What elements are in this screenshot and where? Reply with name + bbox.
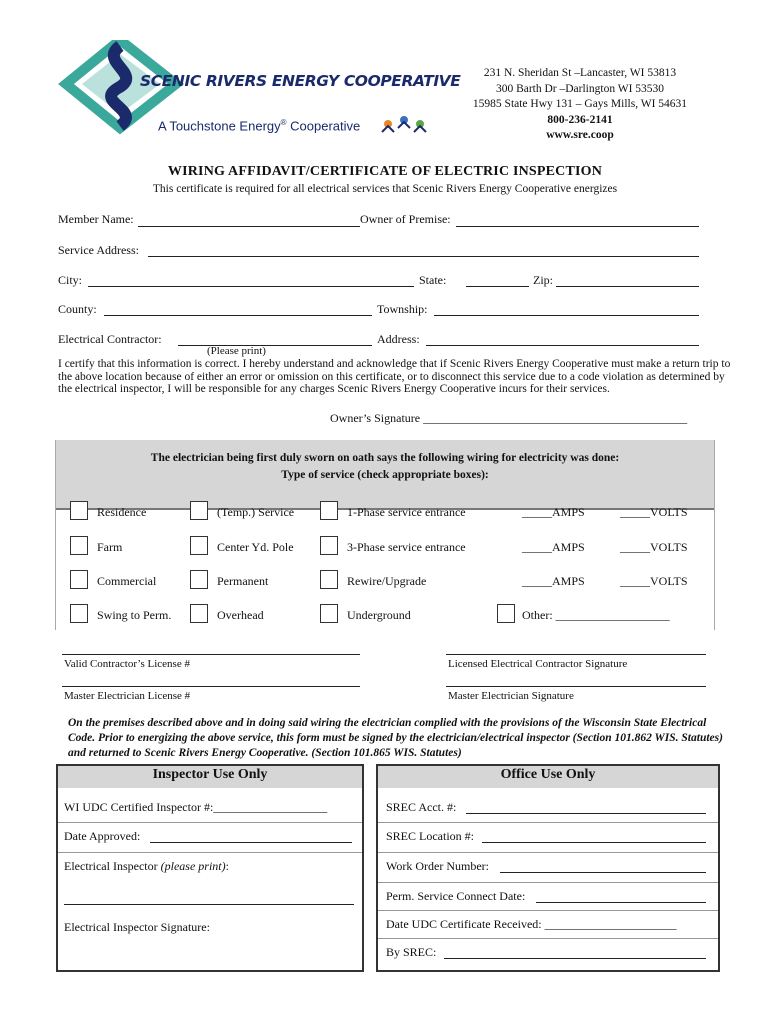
one-phase-checkbox[interactable] <box>320 501 338 520</box>
perm-service-connect-field[interactable] <box>536 902 706 903</box>
state-label: State: <box>419 273 447 287</box>
logo-tagline-end: Cooperative <box>290 118 361 134</box>
permanent-checkbox[interactable] <box>190 570 208 589</box>
by-srec-label: By SREC: <box>386 945 437 959</box>
rewire-amps-field[interactable]: _____AMPS <box>522 574 585 588</box>
master-electrician-signature-label: Master Electrician Signature <box>448 690 574 702</box>
zip-field[interactable] <box>556 286 699 287</box>
office-use-heading: Office Use Only <box>378 766 718 788</box>
inspector-use-heading: Inspector Use Only <box>58 766 362 788</box>
perm-service-connect-label: Perm. Service Connect Date: <box>386 889 526 903</box>
service-section-right-rule <box>714 440 715 630</box>
service-address-field[interactable] <box>148 256 699 257</box>
address-block <box>440 66 720 144</box>
city-label: City: <box>58 273 83 287</box>
service-address-label: Service Address: <box>58 243 139 257</box>
three-phase-amps-field[interactable]: _____AMPS <box>522 540 585 554</box>
zip-label: Zip: <box>533 273 553 287</box>
commercial-checkbox[interactable] <box>70 570 88 589</box>
one-phase-amps-field[interactable]: _____AMPS <box>522 505 585 519</box>
service-section-left-rule <box>55 440 56 630</box>
center-yd-pole-checkbox[interactable] <box>190 536 208 555</box>
master-electrician-license-label: Master Electrician License # <box>64 690 191 702</box>
address-darlington: 300 Barth Dr –Darlington WI 53530 <box>495 82 665 95</box>
logo-tagline-reg: ® <box>280 118 287 127</box>
underground-checkbox[interactable] <box>320 604 338 623</box>
electrical-inspector-signature-label: Electrical Inspector Signature: <box>64 920 210 934</box>
electrical-inspector-label <box>64 859 229 874</box>
valid-contractor-license-field[interactable] <box>62 654 360 655</box>
contractor-address-field[interactable] <box>426 345 699 346</box>
srec-acct-label: SREC Acct. #: <box>386 800 457 814</box>
valid-contractor-license-label: Valid Contractor’s License # <box>64 658 190 670</box>
premises-compliance-note: On the premises described above and in doing said wiring the electrician complied with the provisions of the Wisconsin State Electrical Code. Prior to energizing the above service, this form must be signed by the electrician/electrical inspector (Section 101.862 WIS. Statutes) and returned to Scenic Rivers Energy Cooperative. (Section 101.865 WIS. Statutes) <box>68 717 723 759</box>
work-order-field[interactable] <box>500 872 706 873</box>
document-title: WIRING AFFIDAVIT/CERTIFICATE OF ELECTRIC INSPECTION <box>167 164 603 179</box>
logo-tagline-start: A Touchstone Energy <box>158 118 281 134</box>
electrical-inspector-name-field[interactable] <box>64 904 354 905</box>
please-print-note: (Please print) <box>207 345 266 357</box>
one-phase-label: 1-Phase service entrance <box>347 505 466 519</box>
address-lancaster: 231 N. Sheridan St –Lancaster, WI 53813 <box>483 67 677 79</box>
county-label: County: <box>58 302 97 316</box>
owner-of-premise-label: Owner of Premise: <box>360 212 451 226</box>
rewire-upgrade-checkbox[interactable] <box>320 570 338 589</box>
sworn-statement-banner <box>55 440 715 510</box>
residence-checkbox[interactable] <box>70 501 88 520</box>
phone-number: 800-236-2141 <box>547 113 613 126</box>
office-use-panel <box>376 764 720 972</box>
swing-to-perm-label: Swing to Perm. <box>97 608 172 622</box>
date-approved-label: Date Approved: <box>64 829 141 843</box>
by-srec-field[interactable] <box>444 958 706 959</box>
three-phase-volts-field[interactable]: _____VOLTS <box>620 540 688 554</box>
electrical-inspector-print-note: (please print) <box>160 859 226 873</box>
electrical-contractor-label: Electrical Contractor: <box>58 332 162 346</box>
document-subtitle: This certificate is required for all electrical services that Scenic Rivers Energy Cooperative energizes <box>152 183 618 195</box>
one-phase-volts-field[interactable]: _____VOLTS <box>620 505 688 519</box>
logo-brand-text: SCENIC RIVERS ENERGY COOPERATIVE <box>140 72 461 90</box>
county-field[interactable] <box>104 315 372 316</box>
township-label: Township: <box>377 302 428 316</box>
rewire-volts-field[interactable]: _____VOLTS <box>620 574 688 588</box>
farm-checkbox[interactable] <box>70 536 88 555</box>
inspector-use-panel <box>56 764 364 972</box>
date-approved-field[interactable] <box>150 842 352 843</box>
rewire-upgrade-label: Rewire/Upgrade <box>347 574 427 588</box>
srec-logo <box>58 40 461 150</box>
overhead-label: Overhead <box>217 608 264 622</box>
township-field[interactable] <box>434 315 699 316</box>
licensed-contractor-signature-label: Licensed Electrical Contractor Signature <box>448 658 628 670</box>
srec-location-label: SREC Location #: <box>386 829 474 843</box>
work-order-label: Work Order Number: <box>386 859 490 873</box>
type-of-service-heading: Type of service (check appropriate boxes): <box>281 469 489 481</box>
master-electrician-license-field[interactable] <box>62 686 360 687</box>
master-electrician-signature-field[interactable] <box>446 686 706 687</box>
overhead-checkbox[interactable] <box>190 604 208 623</box>
owner-of-premise-field[interactable] <box>456 226 699 227</box>
srec-acct-field[interactable] <box>466 813 706 814</box>
contractor-address-label: Address: <box>377 332 420 346</box>
certification-text: I certify that this information is correct. I hereby understand and acknowledge that if Scenic Rivers Energy Cooperative must make a return trip to the above location because of either an error or omission on this certificate, or to disconnect this service due to a code violation as determined by the electrical inspector, I will be responsible for any charges Scenic Rivers Energy Cooperative incurs for their services. <box>58 358 731 395</box>
website: www.sre.coop <box>546 129 614 141</box>
electrical-inspector-text: Electrical Inspector <box>64 859 158 873</box>
udc-certificate-received-field[interactable]: Date UDC Certificate Received: ______________________ <box>386 917 677 931</box>
farm-label: Farm <box>97 540 123 554</box>
member-name-field[interactable] <box>138 226 360 227</box>
center-yd-pole-label: Center Yd. Pole <box>217 540 294 554</box>
state-field[interactable] <box>466 286 529 287</box>
three-phase-checkbox[interactable] <box>320 536 338 555</box>
underground-label: Underground <box>347 608 411 622</box>
udc-certified-inspector-field[interactable]: WI UDC Certified Inspector #:___________________ <box>64 800 328 814</box>
residence-label: Residence <box>97 505 147 519</box>
electrical-inspector-colon: : <box>225 859 229 873</box>
member-name-label: Member Name: <box>58 212 134 226</box>
temp-service-checkbox[interactable] <box>190 501 208 520</box>
srec-location-field[interactable] <box>482 842 706 843</box>
temp-service-label: (Temp.) Service <box>217 505 295 519</box>
three-phase-label: 3-Phase service entrance <box>347 540 466 554</box>
sworn-statement: The electrician being first duly sworn on oath says the following wiring for electricity was done: <box>150 452 620 464</box>
city-field[interactable] <box>88 286 414 287</box>
address-gays-mills: 15985 State Hwy 131 – Gays Mills, WI 54631 <box>472 98 688 110</box>
swing-to-perm-checkbox[interactable] <box>70 604 88 623</box>
permanent-label: Permanent <box>217 574 269 588</box>
commercial-label: Commercial <box>97 574 157 588</box>
owners-signature-line[interactable]: Owner’s Signature ____________________________________________ <box>330 411 688 425</box>
other-checkbox[interactable] <box>497 604 515 623</box>
other-field[interactable]: Other: ___________________ <box>522 608 670 622</box>
logo-tagline <box>158 118 360 133</box>
licensed-contractor-signature-field[interactable] <box>446 654 706 655</box>
